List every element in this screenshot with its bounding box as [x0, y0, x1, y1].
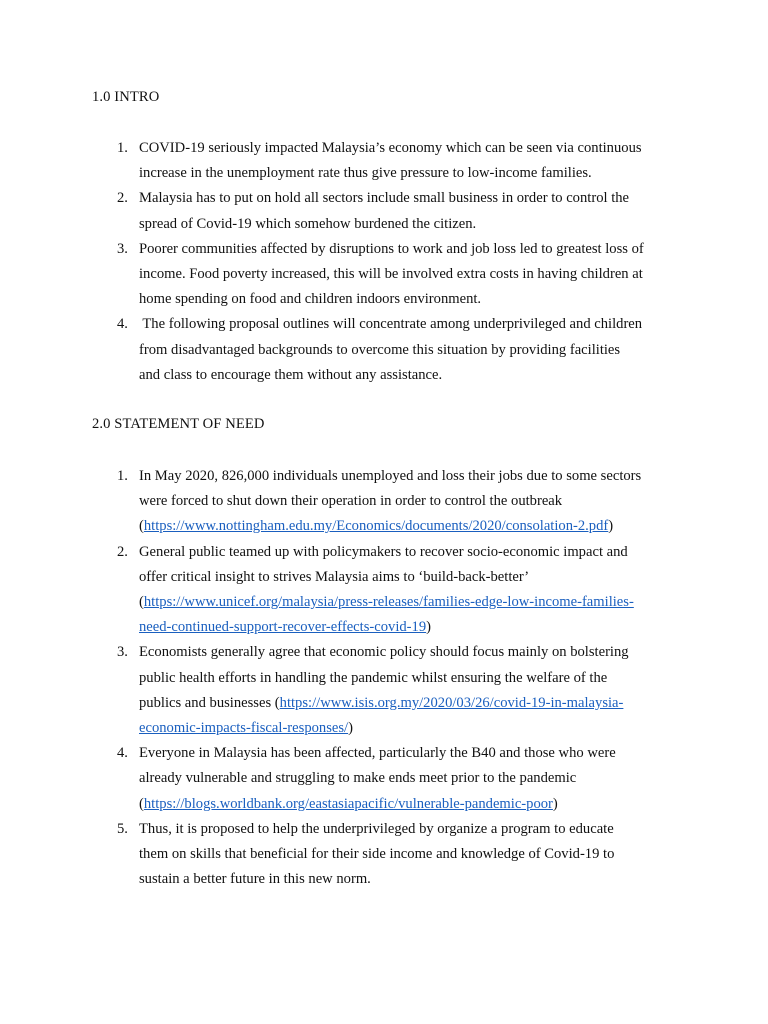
- text-prefix: publics and businesses (: [139, 694, 280, 711]
- list-item: [0, 817, 679, 893]
- list-number: 3.: [117, 240, 128, 257]
- source-link-worldbank[interactable]: https://blogs.worldbank.org/eastasiapacific/vulnerable-pandemic-poor: [143, 795, 553, 812]
- list-item: [0, 136, 679, 186]
- section-heading-intro: 1.0 INTRO: [92, 89, 160, 105]
- list-item: [0, 640, 679, 741]
- source-link-isis[interactable]: https://www.isis.org.my/2020/03/26/covid-19-in-malaysia-: [279, 694, 624, 711]
- list-item: [0, 741, 679, 817]
- text-line: [139, 514, 679, 539]
- text-line: [139, 615, 679, 640]
- text-line: Poorer communities affected by disruptions to work and job loss led to greatest loss of: [139, 240, 644, 257]
- source-link-unicef[interactable]: https://www.unicef.org/malaysia/press-releases/families-edge-low-income-families-: [143, 594, 634, 611]
- list-number: 4.: [117, 745, 128, 762]
- text-line: sustain a better future in this new norm.: [139, 871, 371, 888]
- list-number: 4.: [117, 316, 128, 333]
- paren-close: ): [348, 720, 353, 737]
- paren-close: ): [608, 518, 614, 535]
- list-item: [0, 186, 679, 236]
- list-item: [0, 540, 679, 641]
- text-line: and class to encourage them without any assistance.: [139, 366, 443, 383]
- list-item: [0, 312, 679, 388]
- list-number: 2.: [117, 543, 128, 560]
- text-line: Thus, it is proposed to help the underprivileged by organize a program to educate: [139, 820, 614, 837]
- text-line: from disadvantaged backgrounds to overcome this situation by providing facilities: [139, 341, 621, 358]
- text-line: General public teamed up with policymakers to recover socio-economic impact and: [139, 543, 628, 560]
- text-line: increase in the unemployment rate thus give pressure to low-income families.: [139, 165, 592, 182]
- text-line: In May 2020, 826,000 individuals unemployed and loss their jobs due to some sectors: [139, 468, 642, 484]
- text-line: offer critical insight to strives Malaysia aims to ‘build-back-better’: [139, 568, 530, 585]
- paren-open: (: [139, 518, 144, 535]
- list-number: 1.: [117, 140, 128, 156]
- source-link-unicef-continued[interactable]: need-continued-support-recover-effects-covid-19: [139, 619, 427, 636]
- need-list: [0, 464, 768, 892]
- text-line: home spending on food and children indoors environment.: [139, 291, 482, 308]
- list-number: 5.: [117, 820, 128, 837]
- source-link-isis-continued[interactable]: economic-impacts-fiscal-responses/: [139, 720, 349, 737]
- text-line: [139, 716, 679, 741]
- text-line: Malaysia has to put on hold all sectors include small business in order to control the: [139, 190, 630, 207]
- text-line: spread of Covid-19 which somehow burdened the citizen.: [139, 215, 477, 232]
- text-line: [139, 691, 679, 716]
- text-line: public health efforts in handling the pandemic whilst ensuring the welfare of the: [139, 669, 608, 686]
- text-line: The following proposal outlines will concentrate among underprivileged and children: [139, 316, 643, 333]
- list-item: [0, 237, 679, 313]
- list-number: 3.: [117, 644, 128, 661]
- intro-list: [0, 136, 768, 388]
- paren-close: ): [426, 619, 432, 636]
- paren-open: (: [139, 795, 144, 812]
- text-line: them on skills that beneficial for their side income and knowledge of Covid-19 to: [139, 846, 615, 863]
- list-number: 2.: [117, 190, 128, 207]
- paren-close: ): [552, 795, 558, 812]
- text-line: [139, 792, 679, 817]
- text-line: COVID-19 seriously impacted Malaysia’s economy which can be seen via continuous: [139, 140, 642, 156]
- section-heading-statement-of-need: 2.0 STATEMENT OF NEED: [92, 416, 265, 432]
- text-line: Everyone in Malaysia has been affected, particularly the B40 and those who were: [139, 745, 616, 762]
- list-item: [0, 464, 679, 540]
- text-line: income. Food poverty increased, this will be involved extra costs in having children at: [139, 266, 643, 283]
- source-link-nottingham[interactable]: https://www.nottingham.edu.my/Economics/documents/2020/consolation-2.pdf: [143, 518, 609, 535]
- text-line: were forced to shut down their operation in order to control the outbreak: [139, 493, 563, 510]
- text-line: already vulnerable and struggling to make ends meet prior to the pandemic: [139, 770, 577, 787]
- paren-open: (: [139, 594, 144, 611]
- list-number: 1.: [117, 468, 128, 484]
- text-line: [139, 590, 679, 615]
- text-line: Economists generally agree that economic policy should focus mainly on bolstering: [139, 644, 629, 661]
